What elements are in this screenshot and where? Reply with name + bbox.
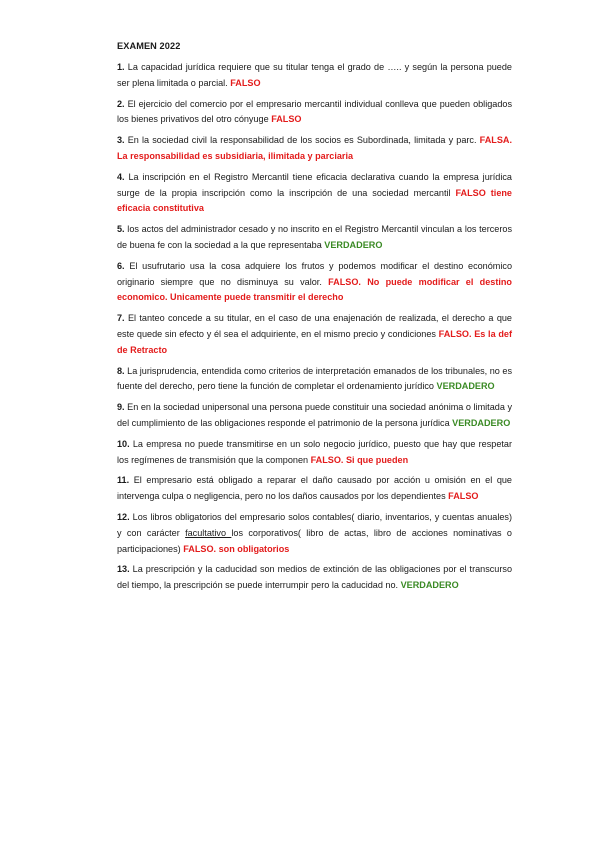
answer-falso: FALSO. son obligatorios xyxy=(183,543,290,554)
question-number: 13. xyxy=(117,564,130,575)
question-6 xyxy=(117,259,512,306)
answer-falso: FALSO. Es la def de Retracto xyxy=(117,328,512,355)
answer-falso: FALSO xyxy=(448,491,479,502)
question-2 xyxy=(117,97,512,129)
question-3 xyxy=(117,133,512,165)
question-text: La prescripción y la caducidad son medios de extinción de las obligaciones por el transcurso del tiempo, la prescripción se puede interrumpir pero la caducidad no. xyxy=(117,564,512,591)
question-5 xyxy=(117,222,512,254)
question-text: El empresario está obligado a reparar el daño causado por acción u omisión en el que intervenga culpa o negligencia, pero no los daños causados por los dependientes xyxy=(117,475,512,502)
underlined-word: facultativo xyxy=(185,527,232,538)
question-text: Los libros obligatorios del empresario solos contables( diario, inventarios, y cuentas anuales) y con carácter xyxy=(117,511,512,538)
question-7 xyxy=(117,311,512,358)
question-number: 3. xyxy=(117,135,125,146)
question-number: 7. xyxy=(117,313,125,324)
question-10 xyxy=(117,437,512,469)
answer-verdadero: VERDADERO xyxy=(452,417,511,428)
answer-verdadero: VERDADERO xyxy=(436,381,495,392)
question-number: 4. xyxy=(117,171,125,182)
question-13 xyxy=(117,562,512,594)
question-number: 12. xyxy=(117,511,130,522)
question-text: La empresa no puede transmitirse en un solo negocio jurídico, puesto que hay que respetar los regímenes de transmisión que la componen xyxy=(117,438,512,465)
question-8 xyxy=(117,364,512,396)
answer-falso: FALSO. Si que pueden xyxy=(310,454,409,465)
answer-verdadero: VERDADERO xyxy=(324,239,383,250)
answer-falso: FALSO xyxy=(271,114,302,125)
question-text-continued: los corporativos( libro de actas, libro de acciones nominativas o participaciones) xyxy=(117,527,512,554)
question-11 xyxy=(117,473,512,505)
question-number: 10. xyxy=(117,438,130,449)
question-number: 9. xyxy=(117,402,125,413)
question-number: 6. xyxy=(117,260,125,271)
question-text: La inscripción en el Registro Mercantil tiene eficacia declarativa cuando la empresa jurídica surge de la propia inscripción como la inscripción de una sociedad mercantil xyxy=(117,171,512,198)
question-text: En en la sociedad unipersonal una persona puede constituir una sociedad anónima o limitada y del cumplimiento de las obligaciones responde el patrimonio de la persona jurídica xyxy=(117,402,512,428)
question-1 xyxy=(117,60,512,92)
question-text: El usufrutario usa la cosa adquiere los frutos y podemos modificar el destino económico originario siempre que no disminuya su valor. xyxy=(117,260,512,287)
question-12 xyxy=(117,510,512,557)
question-number: 2. xyxy=(117,98,125,109)
answer-falso: FALSO xyxy=(230,77,261,88)
question-text: La capacidad jurídica requiere que su titular tenga el grado de ….. y según la persona puede ser plena limitada o parcial. xyxy=(117,62,512,88)
question-text: La jurisprudencia, entendida como criterios de interpretación emanados de los tribunales, no es fuente del derecho, pero tiene la función de completar el ordenamiento jurídico xyxy=(117,365,512,392)
question-text: En la sociedad civil la responsabilidad de los socios es Subordinada, limitada y parc. xyxy=(124,135,480,146)
question-text: El ejercicio del comercio por el empresario mercantil individual conlleva que pueden obligados los bienes privativos del otro cónyuge xyxy=(117,98,512,125)
answer-falso: FALSA. La responsabilidad es subsidiaria, ilimitada y parciaria xyxy=(117,135,512,161)
question-9 xyxy=(117,400,512,432)
answer-falso: FALSO tiene eficacia constitutiva xyxy=(117,187,512,214)
question-text: los actos del administrador cesado y no inscrito en el Registro Mercantil vinculan a los terceros de buena fe con la sociedad a la que representaba xyxy=(117,224,512,250)
question-number: 1. xyxy=(117,62,125,72)
question-number: 8. xyxy=(117,365,125,376)
question-text: El tanteo concede a su titular, en el caso de una enajenación de realizada, el derecho a que este quede sin efecto y él sea el adquiriente, en el mismo precio y condiciones xyxy=(117,313,512,339)
question-number: 5. xyxy=(117,224,125,235)
page-title: EXAMEN 2022 xyxy=(117,41,181,51)
question-number: 11. xyxy=(117,475,130,486)
question-4 xyxy=(117,170,512,217)
answer-verdadero: VERDADERO xyxy=(400,580,459,591)
answer-falso: FALSO. No puede modificar el destino economico. Unicamente puede transmitir el derecho xyxy=(117,276,512,303)
